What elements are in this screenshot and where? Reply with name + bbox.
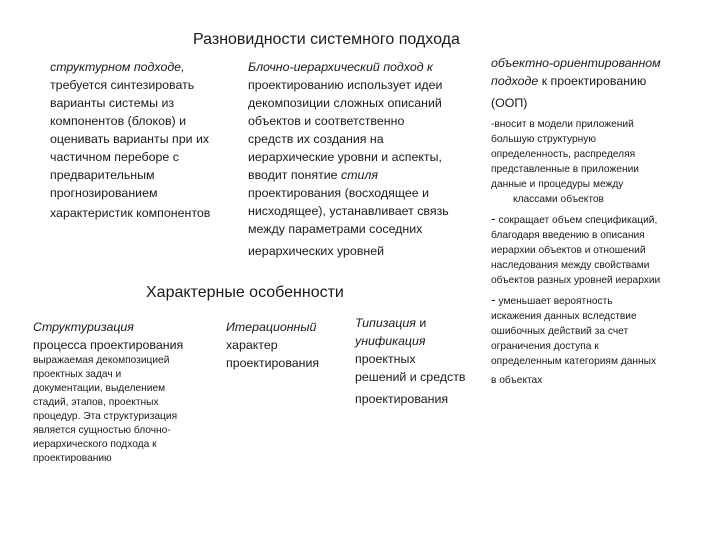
text-line: проектирования <box>355 392 449 406</box>
bullet-dash: - <box>491 291 496 307</box>
text-line: процесса проектирования <box>33 338 184 352</box>
iterative-heading: Итерационный <box>226 320 317 334</box>
text-fragment: к проектированию <box>538 74 647 88</box>
text-line: объектов разных уровней иерархии <box>491 275 661 286</box>
text-line: данные и процедуры между <box>491 179 624 190</box>
text-line: проектных задач и <box>33 369 122 380</box>
typification-block <box>355 314 485 408</box>
unification-heading: унификация <box>355 334 426 348</box>
text-line: частичном переборе с <box>50 150 179 164</box>
text-line: документации, выделением <box>33 383 166 394</box>
section-title: Характерные особенности <box>146 284 344 301</box>
text-line: объектов и соответственно <box>248 114 405 128</box>
text-line: варианты системы из <box>50 96 175 110</box>
structuring-heading: Структуризация <box>33 320 134 334</box>
text-line <box>355 314 485 332</box>
text-line: иерархических уровней <box>248 244 385 258</box>
text-line: большую структурную <box>491 134 597 145</box>
text-line: характер <box>226 338 278 352</box>
text-line: проектированию использует идеи <box>248 78 443 92</box>
text-line: представленные в приложении <box>491 164 639 175</box>
text-line: определенным категориям данных <box>491 356 657 367</box>
text-fragment: сокращает объем спецификаций, <box>495 215 658 226</box>
text-line: ошибочных действий за счет <box>491 326 629 337</box>
text-line: иерархии объектов и отношений <box>491 245 646 256</box>
structural-approach-block <box>50 58 245 222</box>
text-fragment: уменьшает вероятность <box>495 296 613 307</box>
structural-approach-heading: структурном подходе, <box>50 60 185 74</box>
text-fragment: вводит понятие <box>248 168 341 182</box>
block-hierarchical-approach-block <box>248 58 480 260</box>
text-line: выражаемая декомпозицией <box>33 355 170 366</box>
text-line: классами объектов <box>513 194 604 205</box>
text-line: процедур. Эта структуризация <box>33 411 178 422</box>
text-line <box>491 211 706 228</box>
oop-approach-block <box>491 54 706 388</box>
text-line: нисходящее), устанавливает связь <box>248 204 449 218</box>
text-line: решений и средств <box>355 370 466 384</box>
text-line: между параметрами соседних <box>248 222 423 236</box>
text-line: требуется синтезировать <box>50 78 195 92</box>
text-line: прогнозированием <box>50 186 158 200</box>
text-line: иерархического подхода к <box>33 439 157 450</box>
style-term: стиля <box>341 168 379 182</box>
text-fragment: и <box>415 316 427 330</box>
text-line: благодаря введению в описания <box>491 230 645 241</box>
text-line: -вносит в модели приложений <box>491 119 634 130</box>
text-line: проектирования <box>226 356 320 370</box>
text-line <box>491 292 706 309</box>
text-line: наследования между свойствами <box>491 260 650 271</box>
text-line <box>248 166 480 184</box>
text-line: в объектах <box>491 375 543 386</box>
typification-heading: Типизация <box>355 316 416 330</box>
text-line: проектных <box>355 352 416 366</box>
text-line: проектирования (восходящее и <box>248 186 430 200</box>
text-line: иерархические уровни и аспекты, <box>248 150 442 164</box>
structuring-block <box>33 318 223 466</box>
text-line <box>491 72 706 90</box>
text-line: является сущностью блочно- <box>33 425 171 436</box>
text-line: проектированию <box>33 453 112 464</box>
bullet-dash: - <box>491 210 496 226</box>
text-line: определенность, распределяя <box>491 149 636 160</box>
oop-heading-term: подходе <box>491 74 539 88</box>
text-line: декомпозиции сложных описаний <box>248 96 442 110</box>
text-line: стадий, этапов, проектных <box>33 397 159 408</box>
oop-heading: объектно-ориентированном <box>491 56 661 70</box>
oop-abbrev: (ООП) <box>491 96 528 110</box>
text-line: характеристик компонентов <box>50 206 211 220</box>
text-line: предварительным <box>50 168 155 182</box>
text-line: компонентов (блоков) и <box>50 114 187 128</box>
text-line: оценивать варианты при их <box>50 132 210 146</box>
text-line: искажения данных вследствие <box>491 311 637 322</box>
page-title: Разновидности системного подхода <box>193 31 460 48</box>
iterative-block <box>226 318 346 372</box>
text-line: ограничения доступа к <box>491 341 599 352</box>
block-hierarchical-heading: Блочно-иерархический подход к <box>248 60 433 74</box>
text-line: средств их создания на <box>248 132 384 146</box>
